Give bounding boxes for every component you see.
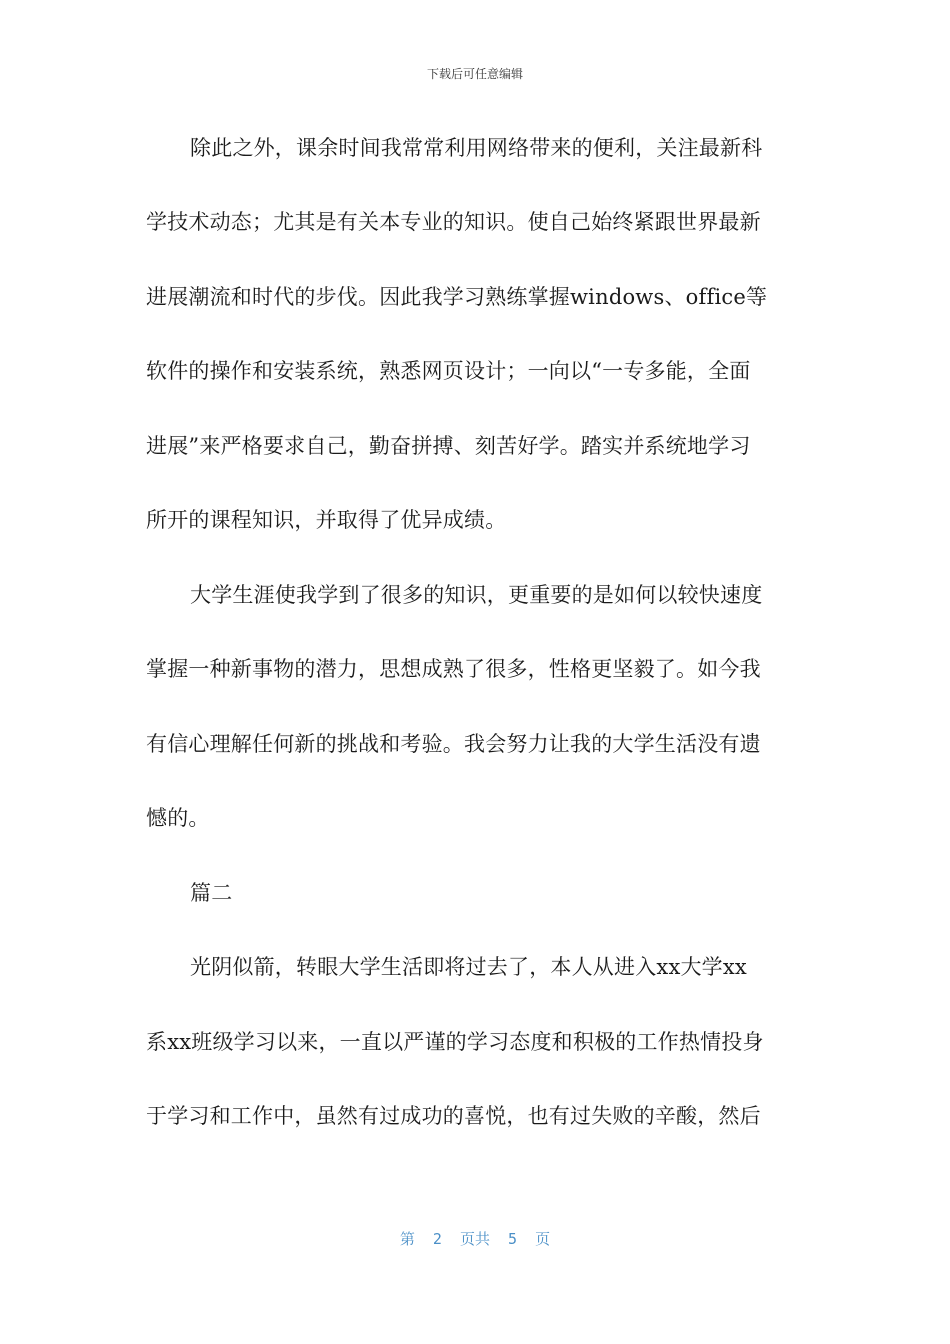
paragraph-line: 进展”来严格要求自己，勤奋拼搏、刻苦好学。踏实并系统地学习: [146, 434, 751, 458]
page-header: 下载后可任意编辑: [426, 67, 523, 81]
paragraph-line: 有信心理解任何新的挑战和考验。我会努力让我的大学生活没有遗: [146, 732, 761, 756]
section-heading: 篇二: [190, 881, 233, 905]
paragraph-line: 憾的。: [146, 806, 210, 830]
paragraph-line: 软件的操作和安装系统，熟悉网页设计；一向以“一专多能，全面: [146, 359, 751, 383]
paragraph-line: 于学习和工作中，虽然有过成功的喜悦，也有过失败的辛酸，然后: [146, 1104, 761, 1128]
paragraph-line: 所开的课程知识，并取得了优异成绩。: [146, 508, 507, 532]
paragraph-line: 光阴似箭，转眼大学生活即将过去了，本人从进入xx大学xx: [190, 955, 747, 979]
paragraph-line: 除此之外，课余时间我常常利用网络带来的便利，关注最新科: [190, 136, 763, 160]
paragraph-line: 进展潮流和时代的步伐。因此我学习熟练掌握windows、office等: [146, 285, 768, 309]
page-number-footer: 第 2 页共 5 页: [399, 1230, 551, 1248]
paragraph-line: 系xx班级学习以来，一直以严谨的学习态度和积极的工作热情投身: [146, 1030, 764, 1054]
paragraph-line: 掌握一种新事物的潜力，思想成熟了很多，性格更坚毅了。如今我: [146, 657, 761, 681]
paragraph-line: 大学生涯使我学到了很多的知识，更重要的是如何以较快速度: [190, 583, 763, 607]
paragraph-line: 学技术动态；尤其是有关本专业的知识。使自己始终紧跟世界最新: [146, 210, 761, 234]
